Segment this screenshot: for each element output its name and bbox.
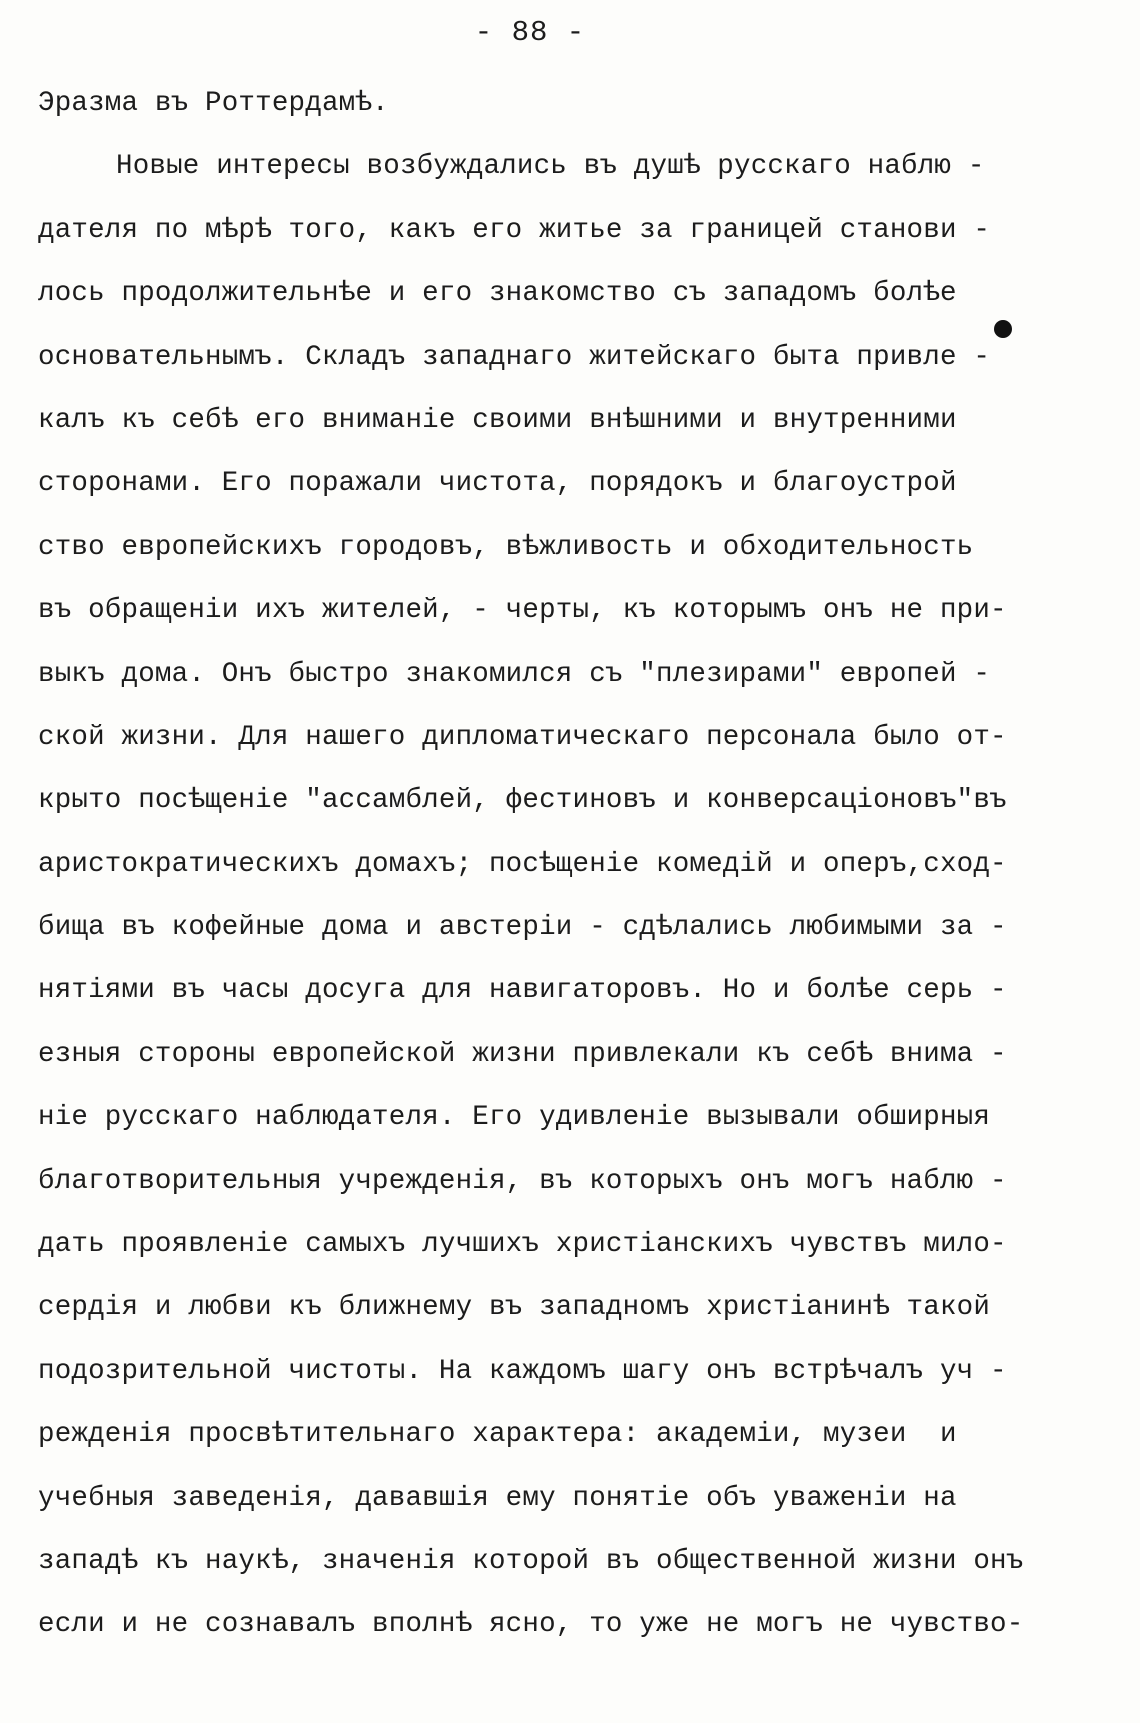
text-line: если и не сознавалъ вполнѣ ясно, то уже не могъ не чувство- — [38, 1609, 1024, 1641]
text-line: учебныя заведенія, дававшія ему понятіе объ уваженіи на — [38, 1482, 957, 1514]
text-line: режденія просвѣтительнаго характера: академіи, музеи и — [38, 1419, 957, 1451]
text-line: дать проявленіе самыхъ лучшихъ христіанскихъ чувствъ мило- — [38, 1229, 1007, 1261]
text-line: благотворительныя учрежденія, въ которыхъ онъ могъ наблю - — [38, 1165, 1007, 1197]
text-line: аристократическихъ домахъ; посѣщеніе комедій и оперъ,сход- — [38, 848, 1007, 880]
text-line: ніе русскаго наблюдателя. Его удивленіе вызывали обширныя — [38, 1102, 991, 1134]
text-line: западѣ къ наукѣ, значенія которой въ общественной жизни онъ — [38, 1545, 1024, 1577]
text-line: Новые интересы возбуждались въ душѣ русскаго наблю - — [116, 151, 985, 183]
margin-ink-dot — [994, 320, 1012, 338]
text-line: ство европейскихъ городовъ, вѣжливость и обходительность — [38, 531, 974, 563]
text-line: езныя стороны европейской жизни привлекали къ себѣ внима - — [38, 1038, 1007, 1070]
page-number: - 88 - — [474, 16, 586, 49]
text-line: калъ къ себѣ его вниманіе своими внѣшними и внутренними — [38, 404, 957, 436]
text-line: Эразма въ Роттердамѣ. — [38, 88, 389, 119]
text-line: нятіями въ часы досуга для навигаторовъ. Но и болѣе серь - — [38, 975, 1007, 1007]
text-line: сердія и любви къ ближнему въ западномъ христіанинѣ такой — [38, 1292, 991, 1324]
text-line: бища въ кофейные дома и австеріи - сдѣлались любимыми за - — [38, 912, 1007, 944]
text-line: ской жизни. Для нашего дипломатическаго персонала было от- — [38, 721, 1007, 753]
text-line: сторонами. Его поражали чистота, порядокъ и благоустрой — [38, 468, 957, 500]
text-line: дателя по мѣрѣ того, какъ его житье за границей станови - — [38, 214, 991, 246]
text-line: подозрительной чистоты. На каждомъ шагу онъ встрѣчалъ уч - — [38, 1355, 1007, 1387]
text-line: выкъ дома. Онъ быстро знакомился съ "плезирами" европей - — [38, 658, 991, 690]
text-line: въ обращеніи ихъ жителей, - черты, къ которымъ онъ не при- — [38, 595, 1007, 627]
text-line: лось продолжительнѣе и его знакомство съ западомъ болѣе — [38, 278, 957, 310]
text-line: крыто посѣщеніе "ассамблей, фестиновъ и конверсаціоновъ"въ — [38, 785, 1007, 817]
body-text — [38, 72, 1038, 1657]
text-line: основательнымъ. Складъ западнаго житейскаго быта привле - — [38, 341, 991, 373]
